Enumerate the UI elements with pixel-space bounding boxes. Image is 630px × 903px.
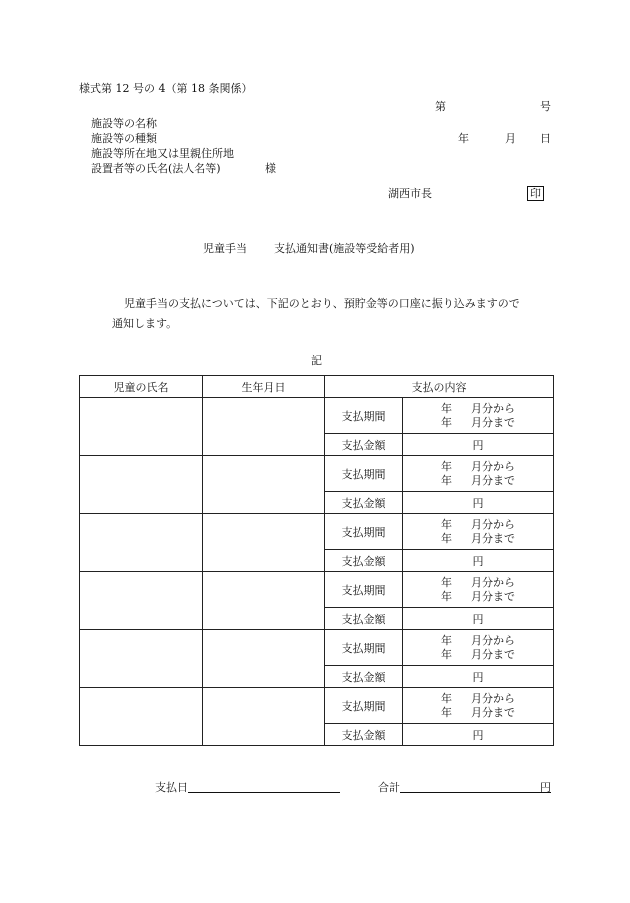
seal-label: 印 — [527, 186, 544, 201]
period-value-cell[interactable] — [403, 398, 554, 434]
issuer-title: 湖西市長 — [388, 187, 432, 200]
from-text: 月分から — [471, 459, 515, 473]
doc-title-part2: 支払通知書(施設等受給者用) — [274, 242, 415, 255]
table-header-row — [80, 376, 554, 398]
child-name-cell[interactable] — [80, 630, 203, 688]
amount-value-cell[interactable] — [403, 492, 554, 514]
amount-unit: 円 — [472, 728, 484, 742]
period-value-cell[interactable] — [403, 688, 554, 724]
from-text: 月分から — [471, 517, 515, 531]
table-row — [80, 514, 554, 550]
from-year: 年 — [441, 691, 452, 705]
period-value-cell[interactable] — [403, 456, 554, 492]
from-year: 年 — [441, 633, 452, 647]
form-number: 様式第 12 号の 4（第 18 条関係） — [79, 82, 253, 95]
period-label: 支払期間 — [325, 630, 403, 666]
from-text: 月分から — [471, 633, 515, 647]
birthdate-cell[interactable] — [203, 514, 325, 572]
seal-mark — [527, 186, 544, 201]
amount-label: 支払金額 — [325, 434, 403, 456]
date-day: 日 — [540, 132, 551, 145]
header-payment-details: 支払の内容 — [325, 376, 554, 398]
to-text: 月分まで — [471, 473, 515, 487]
to-year: 年 — [441, 531, 452, 545]
period-value-cell[interactable] — [403, 514, 554, 550]
amount-unit: 円 — [472, 612, 484, 626]
amount-label: 支払金額 — [325, 550, 403, 572]
period-value-cell[interactable] — [403, 630, 554, 666]
payment-date-label: 支払日 — [155, 781, 188, 794]
facility-address-label: 施設等所在地又は里親住所地 — [91, 147, 234, 160]
ki-heading: 記 — [311, 354, 322, 367]
total-amount-field[interactable] — [400, 780, 540, 793]
amount-label: 支払金額 — [325, 608, 403, 630]
birthdate-cell[interactable] — [203, 630, 325, 688]
birthdate-cell[interactable] — [203, 572, 325, 630]
amount-label: 支払金額 — [325, 724, 403, 746]
amount-unit: 円 — [472, 496, 484, 510]
to-year: 年 — [441, 415, 452, 429]
payment-table — [79, 375, 554, 746]
period-label: 支払期間 — [325, 514, 403, 550]
from-year: 年 — [441, 459, 452, 473]
child-name-cell[interactable] — [80, 398, 203, 456]
amount-unit: 円 — [472, 438, 484, 452]
child-name-cell[interactable] — [80, 514, 203, 572]
amount-value-cell[interactable] — [403, 608, 554, 630]
amount-value-cell[interactable] — [403, 724, 554, 746]
table-row — [80, 630, 554, 666]
payment-date-field[interactable] — [188, 780, 340, 793]
from-text: 月分から — [471, 691, 515, 705]
period-label: 支払期間 — [325, 456, 403, 492]
amount-label: 支払金額 — [325, 666, 403, 688]
to-text: 月分まで — [471, 647, 515, 661]
table-row — [80, 456, 554, 492]
amount-value-cell[interactable] — [403, 550, 554, 572]
total-unit: 円 — [540, 781, 551, 794]
to-year: 年 — [441, 473, 452, 487]
period-label: 支払期間 — [325, 398, 403, 434]
child-name-cell[interactable] — [80, 572, 203, 630]
to-text: 月分まで — [471, 415, 515, 429]
from-year: 年 — [441, 401, 452, 415]
amount-value-cell[interactable] — [403, 666, 554, 688]
date-month: 月 — [505, 132, 516, 145]
total-label: 合計 — [378, 781, 400, 794]
from-year: 年 — [441, 517, 452, 531]
number-prefix: 第 — [435, 100, 446, 113]
table-row — [80, 398, 554, 434]
to-text: 月分まで — [471, 531, 515, 545]
date-year: 年 — [458, 132, 469, 145]
to-year: 年 — [441, 647, 452, 661]
header-child-name: 児童の氏名 — [80, 376, 203, 398]
from-text: 月分から — [471, 401, 515, 415]
table-row — [80, 572, 554, 608]
to-text: 月分まで — [471, 589, 515, 603]
to-year: 年 — [441, 589, 452, 603]
founder-name-label: 設置者等の氏名(法人名等) — [91, 162, 221, 175]
birthdate-cell[interactable] — [203, 456, 325, 514]
birthdate-cell[interactable] — [203, 398, 325, 456]
number-suffix: 号 — [540, 100, 551, 113]
amount-unit: 円 — [472, 670, 484, 684]
amount-label: 支払金額 — [325, 492, 403, 514]
body-text-line2: 通知します。 — [112, 317, 178, 330]
facility-name-label: 施設等の名称 — [91, 117, 157, 130]
to-text: 月分まで — [471, 705, 515, 719]
amount-unit: 円 — [472, 554, 484, 568]
body-text-line1: 児童手当の支払については、下記のとおり、預貯金等の口座に振り込みますので — [124, 297, 520, 310]
table-row — [80, 688, 554, 724]
period-value-cell[interactable] — [403, 572, 554, 608]
period-label: 支払期間 — [325, 688, 403, 724]
to-year: 年 — [441, 705, 452, 719]
child-name-cell[interactable] — [80, 456, 203, 514]
period-label: 支払期間 — [325, 572, 403, 608]
from-year: 年 — [441, 575, 452, 589]
facility-type-label: 施設等の種類 — [91, 132, 157, 145]
doc-title-part1: 児童手当 — [203, 242, 247, 255]
birthdate-cell[interactable] — [203, 688, 325, 746]
honorific: 様 — [265, 162, 276, 175]
amount-value-cell[interactable] — [403, 434, 554, 456]
header-birthdate: 生年月日 — [203, 376, 325, 398]
from-text: 月分から — [471, 575, 515, 589]
child-name-cell[interactable] — [80, 688, 203, 746]
